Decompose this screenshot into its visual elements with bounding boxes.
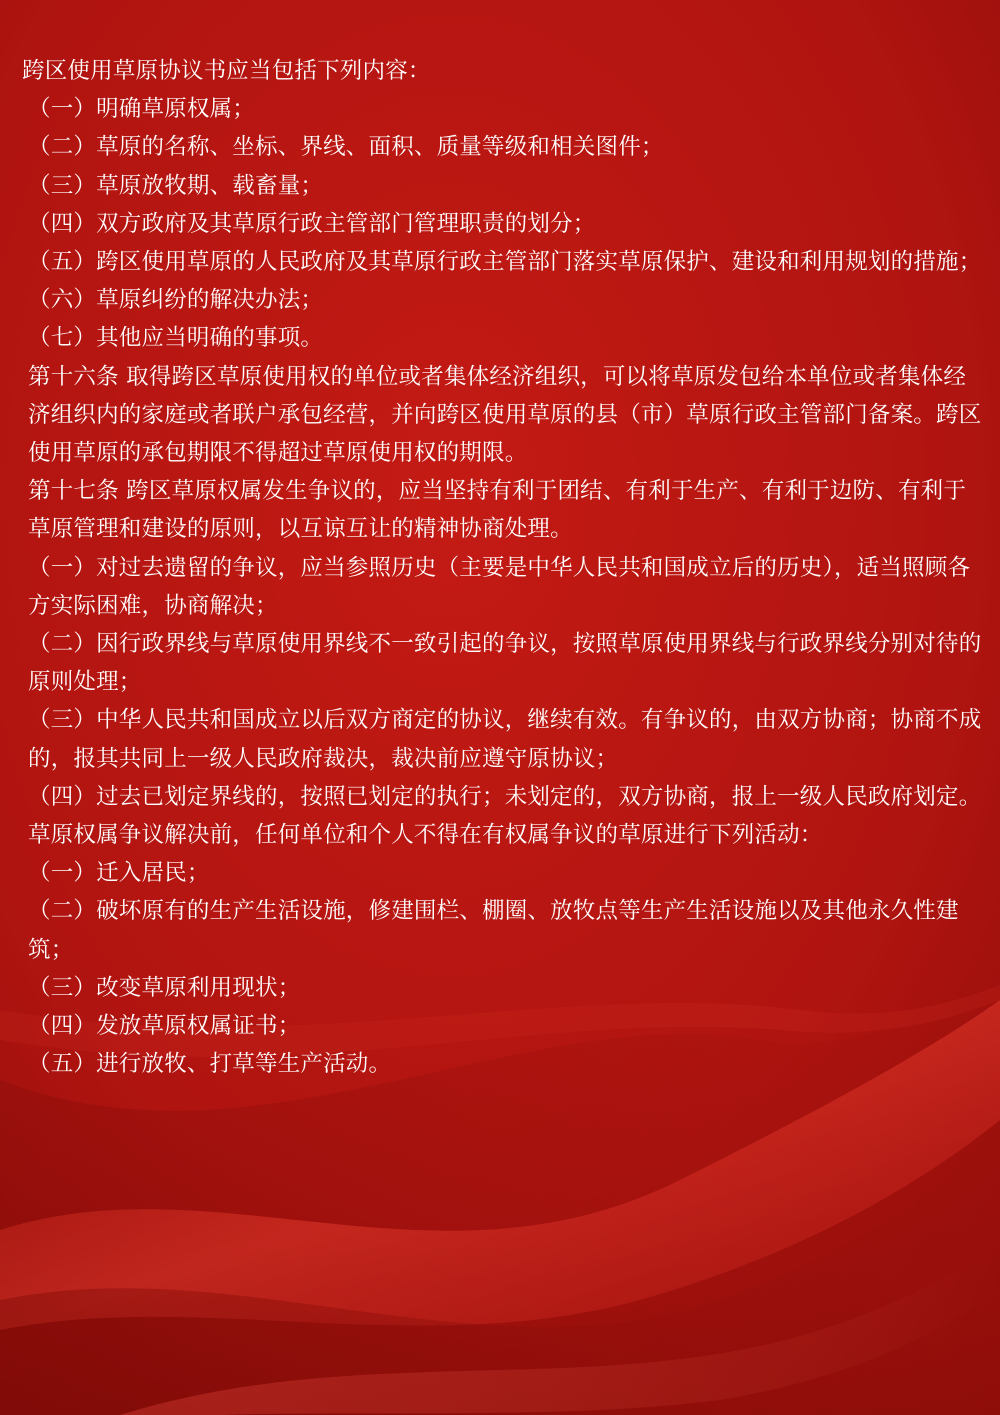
document-paragraph: （四）过去已划定界线的，按照已划定的执行；未划定的，双方协商，报上一级人民政府划定。 — [28, 783, 982, 810]
document-paragraph: 跨区使用草原协议书应当包括下列内容： — [22, 58, 431, 84]
document-paragraph: （二）草原的名称、坐标、界线、面积、质量等级和相关图件； — [28, 134, 664, 161]
document-paragraph: （一）迁入居民； — [28, 860, 210, 887]
document-paragraph: （三）草原放牧期、载畜量； — [28, 172, 324, 199]
document-paragraph: 第十七条 跨区草原权属发生争议的，应当坚持有利于团结、有利于生产、有利于边防、有利于草原管理和建设的原则，以互谅互让的精神协商处理。 — [28, 478, 967, 543]
document-paragraph: 第十六条 取得跨区草原使用权的单位或者集体经济组织，可以将草原发包给本单位或者集体经济组织内的家庭或者联户承包经营，并向跨区使用草原的县（市）草原行政主管部门备案。跨区使用草原的承包期限不得超过草原使用权的期限。 — [28, 363, 982, 467]
document-paragraph: （四）发放草原权属证书； — [28, 1013, 301, 1040]
document-paragraph: （五）跨区使用草原的人民政府及其草原行政主管部门落实草原保护、建设和利用规划的措施； — [28, 249, 982, 276]
document-paragraph: （六）草原纠纷的解决办法； — [28, 287, 324, 314]
document-paragraph: 草原权属争议解决前，任何单位和个人不得在有权属争议的草原进行下列活动： — [28, 822, 823, 849]
document-paragraph: （五）进行放牧、打草等生产活动。 — [28, 1051, 392, 1078]
document-paragraph: （一）明确草原权属； — [28, 96, 256, 123]
document-paragraph: （三）中华人民共和国成立以后双方商定的协议，继续有效。有争议的，由双方协商；协商不成的，报其共同上一级人民政府裁决，裁决前应遵守原协议； — [28, 707, 982, 772]
document-paragraph: （四）双方政府及其草原行政主管部门管理职责的划分； — [28, 210, 596, 237]
document-paragraph: （二）破坏原有的生产生活设施，修建围栏、棚圈、放牧点等生产生活设施以及其他永久性建筑； — [28, 898, 959, 963]
document-paragraph: （七）其他应当明确的事项。 — [28, 325, 324, 352]
document-paragraph: （三）改变草原利用现状； — [28, 974, 301, 1001]
document-paragraph: （二）因行政界线与草原使用界线不一致引起的争议，按照草原使用界线与行政界线分别对待的原则处理； — [28, 631, 982, 696]
document-paragraph: （一）对过去遗留的争议，应当参照历史（主要是中华人民共和国成立后的历史），适当照顾各方实际困难，协商解决； — [28, 554, 971, 619]
document-body — [22, 52, 982, 1083]
